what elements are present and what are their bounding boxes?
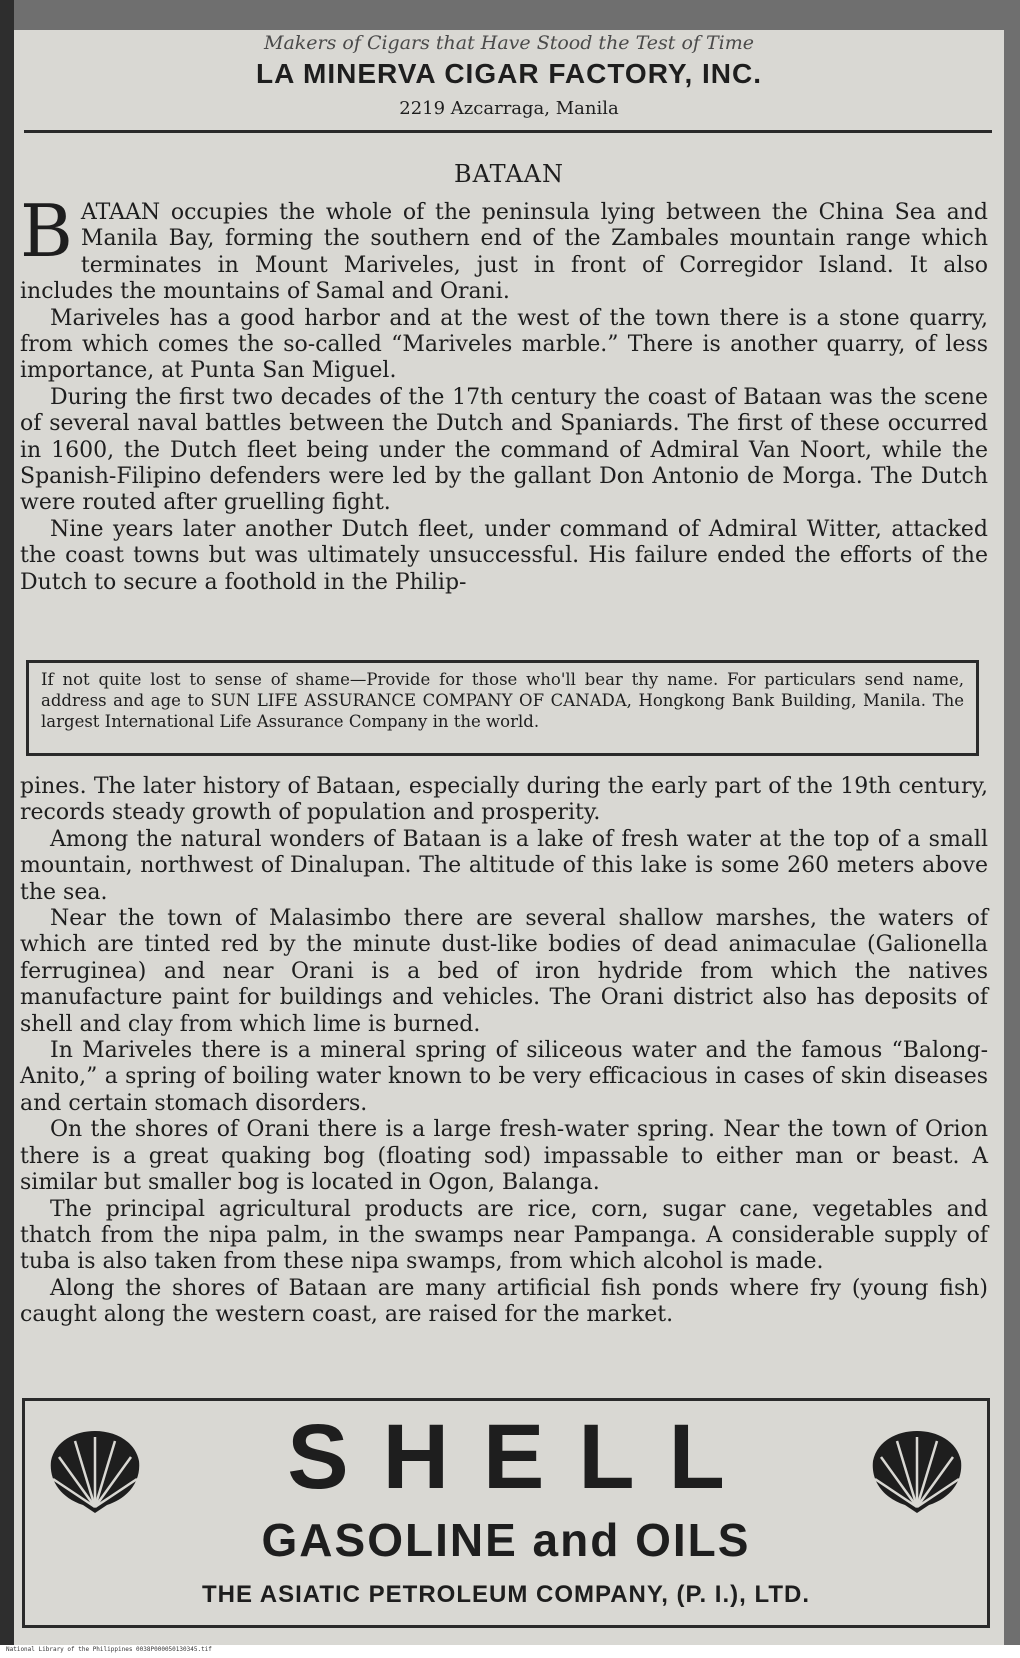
article-paragraph: In Mariveles there is a mineral spring of siliceous water and the famous “Balong-Anito,” a spring of boiling water known to be very efficacious in cases of skin diseases and certain stomach disorders.	[20, 1038, 988, 1116]
article-paragraph: BATAAN occupies the whole of the peninsula lying between the China Sea and Manila Bay, forming the southern end of the Zambales mountain range which terminates in Mount Mariveles, just in front of Corregidor Island. It also includes the mountains of Samal and Orani.	[20, 189, 988, 305]
shell-ad-company-line: THE ASIATIC PETROLEUM COMPANY, (P. I.), LTD.	[201, 1581, 810, 1608]
article-paragraph: Along the shores of Bataan are many artificial fish ponds where fry (young fish) caught along the western coast, are raised for the market.	[20, 1275, 988, 1328]
article-paragraph: During the first two decades of the 17th century the coast of Bataan was the scene of several naval battles between the Dutch and Spaniards. The first of these occurred in 1600, the Dutch fleet being under the command of Admiral Van Noort, while the Spanish-Filipino defenders were led by the gallant Don Antonio de Morga. The Dutch were routed after gruelling fight.	[20, 384, 988, 516]
insurance-advertisement	[26, 660, 979, 756]
shell-brand-name: SHELL	[287, 1406, 759, 1508]
dropcap-letter: B	[20, 189, 73, 273]
article-paragraph: Nine years later another Dutch fleet, under command of Admiral Witter, attacked the coast towns but was ultimately unsuccessful. His failure ended the efforts of the Dutch to secure a foothold in the Philip-	[20, 516, 988, 595]
document-page	[14, 30, 1004, 1645]
article-paragraph: Among the natural wonders of Bataan is a lake of fresh water at the top of a small mountain, northwest of Dinalupan. The altitude of this lake is some 260 meters above the sea.	[20, 826, 988, 905]
article-paragraph: Mariveles has a good harbor and at the west of the town there is a stone quarry, from which comes the so-called “Mariveles marble.” There is another quarry, of less importance, at Punta San Miguel.	[20, 305, 988, 384]
shell-ad-product-line: GASOLINE and OILS	[261, 1514, 751, 1566]
scan-note: National Library of the Philippines 0038P000050130345.tif	[6, 1646, 212, 1653]
insurance-ad-text: If not quite lost to sense of shame—Provide for those who'll bear thy name. For particulars send name, address and age to SUN LIFE ASSURANCE COMPANY OF CANADA, Hongkong Bank Building, Manila. The largest International Life Assurance Company in the world.	[41, 670, 964, 731]
article-title: BATAAN	[453, 160, 564, 188]
article-paragraph: Near the town of Malasimbo there are several shallow marshes, the waters of which are tinted red by the minute dust-like bodies of dead animaculae (Galionella ferruginea) and near Orani is a bed of iron hydride from which the natives manufacture paint for buildings and vehicles. The Orani district also has deposits of shell and clay from which lime is burned.	[20, 906, 988, 1037]
header-divider	[24, 130, 992, 133]
scan-footer	[0, 1645, 1020, 1658]
article-body-upper	[20, 189, 988, 670]
header-tagline: Makers of Cigars that Have Stood the Test of Time	[264, 32, 754, 54]
article-paragraph: The principal agricultural products are rice, corn, sugar cane, vegetables and thatch from the nipa palm, in the swamps near Pampanga. A considerable supply of tuba is also taken from these nipa swamps, from which alcohol is made.	[20, 1196, 988, 1275]
shell-advertisement	[22, 1398, 990, 1628]
article-paragraph: On the shores of Orani there is a large fresh-water spring. Near the town of Orion there is a great quaking bog (floating sod) impassable to either man or beast. A similar but smaller bog is located in Ogon, Balanga.	[20, 1117, 988, 1196]
header-factory-name: LA MINERVA CIGAR FACTORY, INC.	[255, 58, 763, 89]
article-body-lower	[20, 774, 988, 1424]
book-spine-shadow	[0, 0, 14, 1658]
header-address: 2219 Azcarraga, Manila	[399, 98, 619, 119]
article-paragraph: pines. The later history of Bataan, especially during the early part of the 19th century, records steady growth of population and prosperity.	[20, 774, 988, 826]
